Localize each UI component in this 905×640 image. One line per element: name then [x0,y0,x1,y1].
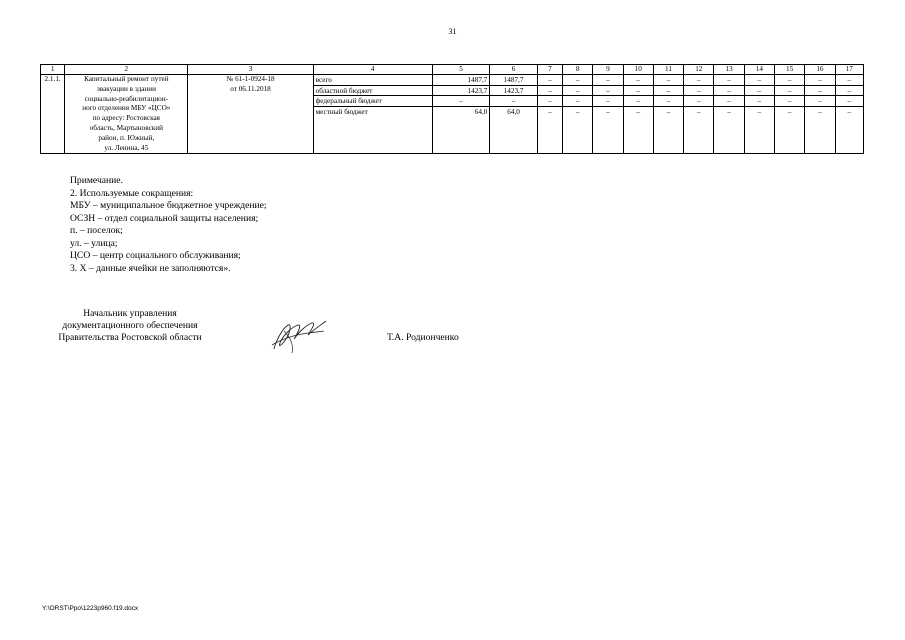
handwritten-signature [268,315,330,355]
signer-title-line: документационного обеспечения [62,320,198,331]
notes-block [70,175,267,275]
object-name-line: ного отделения МБУ «ЦСО» [82,104,171,113]
note-line: ЦСО – центр социального обслуживания; [70,250,241,261]
note-line: п. – поселок; [70,225,123,236]
dash-value: – [775,75,804,86]
object-name-line: область, Мартыновский [89,123,163,132]
column-header: 10 [623,65,653,75]
dash-value: – [624,96,653,107]
column-header: 1 [41,65,65,75]
dash-value: – [836,75,863,86]
dash-value: – [775,96,804,107]
header-row [41,65,864,75]
dash-cell [653,75,683,154]
dash-cell [623,75,653,154]
dash-value: – [745,86,774,97]
dash-value: – [745,75,774,86]
dash-value: – [593,75,622,86]
note-line: 3. Х – данные ячейки не заполняются». [70,262,231,274]
file-path: Y:\ORST\Ppo\1223p960.f19.docx [42,605,139,612]
document-number: № 61-1-0924-18 [226,75,275,83]
col6-cell [490,75,537,154]
signer-name: Т.А. Родионченко [387,332,459,343]
column-header: 3 [188,65,313,75]
object-name-line: Капитальный ремонт путей [84,75,169,83]
dash-value: – [563,86,592,97]
dash-value: – [624,86,653,97]
column-header: 11 [653,65,683,75]
funding-table [40,64,864,154]
source-label: федеральный бюджет [314,96,432,107]
dash-value: – [836,96,863,107]
dash-cell [774,75,804,154]
col6-value: 1423,7 [490,86,536,97]
column-header: 9 [593,65,623,75]
column-header: 8 [563,65,593,75]
note-heading: Примечание. [70,175,123,186]
dash-value: – [714,75,743,86]
signer-title-line: Начальник управления [83,308,177,319]
dash-value: – [624,75,653,86]
note-line: ул. – улица; [70,237,118,249]
dash-value: – [575,107,580,116]
dash-cell [805,75,835,154]
document-date: от 06.11.2018 [230,84,271,93]
object-name-line: ул. Ленина, 45 [104,143,149,152]
col6-value: – [490,96,536,107]
dash-value: – [606,107,610,116]
dash-value: – [538,75,562,86]
col5-value: 64,0 [474,107,488,116]
dash-value: – [666,107,671,116]
dash-value: – [684,86,713,97]
dash-value: – [538,96,562,107]
row-number: 2.1.1. [41,75,65,154]
dash-value: – [714,96,743,107]
table-row [41,75,864,154]
dash-value: – [836,86,863,97]
dash-value: – [563,75,592,86]
dash-value: – [775,86,804,97]
column-header: 12 [684,65,714,75]
dash-cell [835,75,863,154]
dash-cell [537,75,562,154]
column-header: 16 [805,65,835,75]
dash-value: – [805,96,834,107]
dash-value: – [787,107,792,116]
column-header: 6 [490,65,537,75]
dash-value: – [818,107,822,116]
dash-value: – [593,96,622,107]
column-header: 4 [313,65,432,75]
signer-title [40,308,220,344]
dash-cell [744,75,774,154]
dash-cell [593,75,623,154]
dash-value: – [714,86,743,97]
dash-value: – [727,107,731,116]
dash-cell [563,75,593,154]
object-name-line: социально-реабилитацион- [84,94,169,103]
dash-value: – [548,107,552,116]
col5-value: 1423,7 [433,86,490,97]
col5-cell [432,75,490,154]
source-cell [313,75,432,154]
dash-cell [714,75,744,154]
dash-value: – [805,86,834,97]
dash-value: – [654,86,683,97]
dash-value: – [757,107,762,116]
object-name-cell [65,75,188,154]
dash-value: – [654,75,683,86]
note-line: МБУ – муниципальное бюджетное учреждение; [70,200,267,211]
column-header: 2 [65,65,188,75]
object-name-line: эвакуации в здании [96,84,156,93]
source-label: областной бюджет [314,86,432,97]
col6-value: 1487,7 [490,75,536,86]
signer-title-line: Правительства Ростовской области [58,332,202,343]
dash-value: – [563,96,592,107]
note-line: 2. Используемые сокращения: [70,187,194,199]
document-cell [188,75,313,154]
dash-value: – [696,107,701,116]
object-name-line: по адресу: Ростовская [92,114,160,123]
page-number: 31 [448,27,457,36]
source-label: местный бюджет [315,107,368,116]
dash-value: – [636,107,641,116]
col5-value: – [433,96,490,107]
object-name-line: район, п. Южный, [98,133,155,142]
col6-value: 64,0 [507,107,520,116]
dash-value: – [847,107,852,116]
dash-value: – [684,96,713,107]
dash-value: – [654,96,683,107]
dash-value: – [538,86,562,97]
dash-value: – [745,96,774,107]
column-header: 5 [432,65,490,75]
col5-value: 1487,7 [433,75,490,86]
dash-value: – [593,86,622,97]
dash-value: – [684,75,713,86]
note-line: ОСЗН – отдел социальной защиты населения; [70,212,259,224]
column-header: 14 [744,65,774,75]
column-header: 13 [714,65,744,75]
column-header: 17 [835,65,863,75]
column-header: 7 [537,65,562,75]
source-label: всего [314,75,432,86]
column-header: 15 [774,65,804,75]
dash-cell [684,75,714,154]
dash-value: – [805,75,834,86]
